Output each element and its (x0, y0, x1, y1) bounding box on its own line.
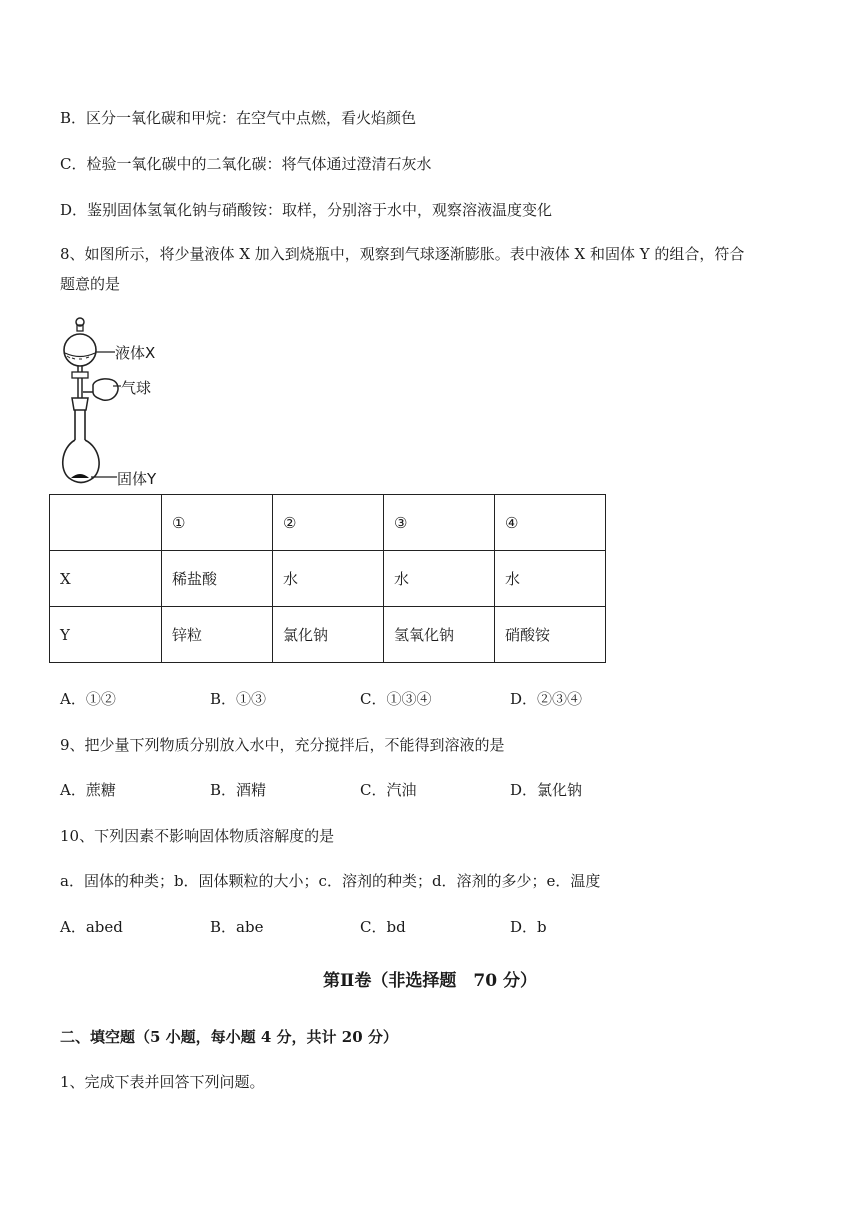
table-cell: ④ (495, 495, 606, 551)
table-row (50, 551, 606, 607)
table-cell: 水 (273, 551, 384, 607)
table-cell: ① (162, 495, 273, 551)
table-cell: X (50, 551, 162, 607)
q9-options (60, 780, 700, 800)
table-cell: ③ (384, 495, 495, 551)
table-row (50, 607, 606, 663)
q10-option-d: D．b (510, 918, 547, 936)
q7-option-c: C．检验一氧化碳中的二氧化碳：将气体通过澄清石灰水 (60, 155, 432, 173)
q9-option-b: B．酒精 (210, 781, 267, 799)
q8-stem-line1: 8、如图所示，将少量液体 X 加入到烧瓶中，观察到气球逐渐膨胀。表中液体 X 和固体 Y 的组合，符合 (60, 245, 745, 263)
q8-stem-line2: 题意的是 (60, 275, 121, 293)
q8-option-d: D．②③④ (510, 690, 583, 708)
q10-stem: 10、下列因素不影响固体物质溶解度的是 (60, 827, 335, 845)
table-cell: Y (50, 607, 162, 663)
table-cell: 氢氧化钠 (384, 607, 495, 663)
table-cell: ② (273, 495, 384, 551)
q8-option-c: C．①③④ (360, 690, 432, 708)
q9-option-a: A．蔗糖 (60, 781, 116, 799)
flask-apparatus-figure (55, 310, 175, 495)
q8-option-b: B．①③ (210, 690, 267, 708)
label-balloon: 气球 (121, 379, 152, 397)
q10-options (60, 917, 700, 937)
flask-apparatus-drawing (55, 310, 175, 495)
table-cell (50, 495, 162, 551)
table-cell: 稀盐酸 (162, 551, 273, 607)
table-cell: 硝酸铵 (495, 607, 606, 663)
q8-options (60, 689, 700, 709)
part2-title: 第Ⅱ卷（非选择题 70 分） (323, 971, 537, 991)
q8-option-a: A．①② (60, 690, 116, 708)
table-header-row (50, 495, 606, 551)
table-cell: 氯化钠 (273, 607, 384, 663)
q9-stem: 9、把少量下列物质分别放入水中，充分搅拌后，不能得到溶液的是 (60, 736, 505, 754)
table-cell: 水 (495, 551, 606, 607)
q10-option-b: B．abe (210, 918, 264, 936)
table-cell: 锌粒 (162, 607, 273, 663)
q9-option-c: C．汽油 (360, 781, 417, 799)
q7-option-b: B．区分一氧化碳和甲烷：在空气中点燃，看火焰颜色 (60, 109, 417, 127)
label-liquid-x: 液体X (115, 344, 156, 362)
part2-q1-stem: 1、完成下表并回答下列问题。 (60, 1073, 265, 1091)
label-solid-y: 固体Y (117, 470, 157, 488)
q10-factors: a．固体的种类；b．固体颗粒的大小；c．溶剂的种类；d．溶剂的多少；e．温度 (60, 872, 601, 890)
xy-combination-table (49, 494, 606, 663)
q9-option-d: D．氯化钠 (510, 781, 583, 799)
q10-option-a: A．abed (60, 918, 123, 936)
q7-option-d: D．鉴别固体氢氧化钠与硝酸铵：取样，分别溶于水中，观察溶液温度变化 (60, 201, 553, 219)
section-heading-fill-blank: 二、填空题（5 小题，每小题 4 分，共计 20 分） (60, 1028, 398, 1046)
q10-option-c: C．bd (360, 918, 406, 936)
table-cell: 水 (384, 551, 495, 607)
